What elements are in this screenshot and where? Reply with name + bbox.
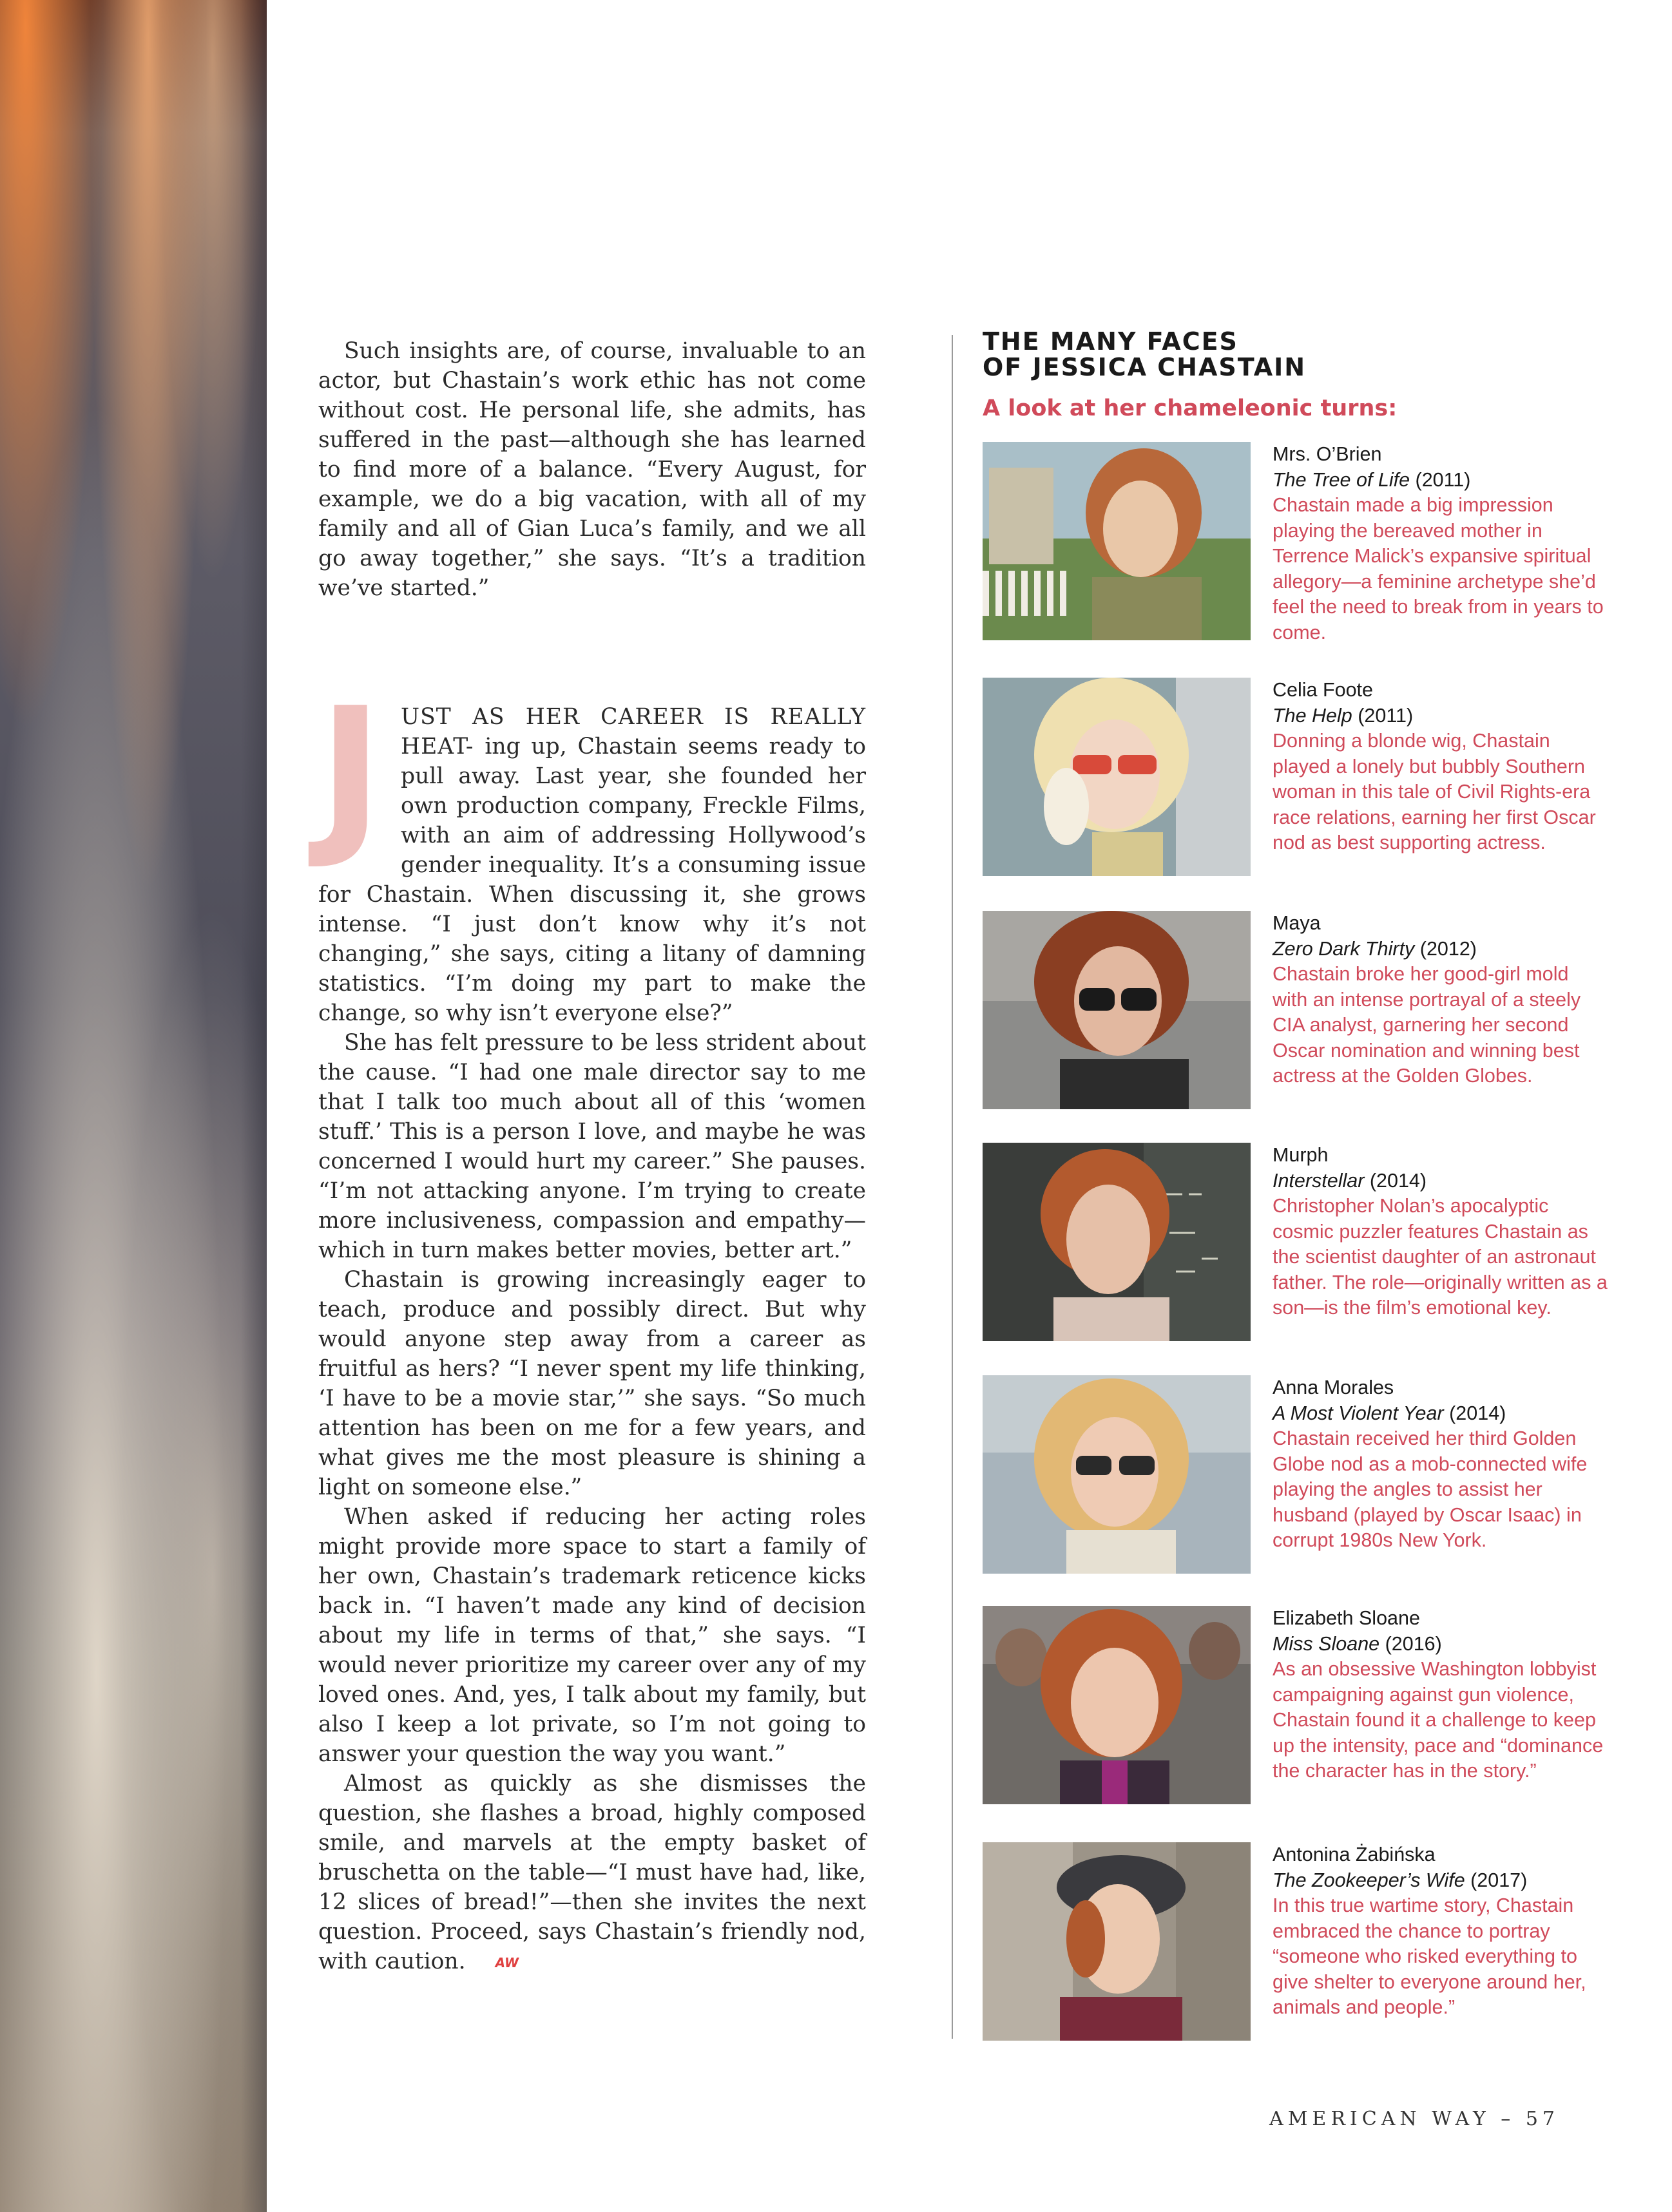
role-photo-a-most-violent-year xyxy=(983,1375,1251,1574)
sidebar-heading-line2: OF JESSICA CHASTAIN xyxy=(983,353,1307,381)
article-paragraph-lead xyxy=(318,670,866,1028)
article-paragraph: Chastain is growing increasingly eager to teach, produce and possibly direct. But why would anyone step away from a career as fruitful as hers? “I never spent my life thinking, ‘I have to be a movie star,’” she says. “So much attention has been on me for a few years, and what gives me the most pleasure is shining a light on someone else.” xyxy=(318,1267,866,1500)
role-info xyxy=(1273,442,1608,645)
role-photo-zero-dark-thirty xyxy=(983,911,1251,1109)
role-character: Antonina Żabińska xyxy=(1273,1844,1436,1865)
lead-paragraph-text: ing up, Chastain seems ready to pull away. Last year, she founded her own production company, Freckle Films, with an aim of addressing Hollywood’s gender inequality. It’s a consuming issue for Chastain. When discussing it, she grows intense. “I just don’t know why it’s not changing,” she says, citing a litany of damning statistics. “I’m doing my part to make the change, so why isn’t everyone else?” xyxy=(318,734,866,1026)
article-paragraph: Such insights are, of course, invaluable to an actor, but Chastain’s work ethic has not come without cost. He personal life, she admits, has suffered in the past—although she has learned to find more of a balance. “Every August, for example, we do a big vacation, with all of my family and all of Gian Luca’s family, and we all go away together,” she says. “It’s a tradition we’ve started.” xyxy=(318,338,866,601)
role-film-year: (2014) xyxy=(1369,1169,1427,1192)
lead-in-caps: UST AS HER CAREER IS REALLY HEAT- xyxy=(401,704,866,759)
role-photo-the-help xyxy=(983,678,1251,876)
role-character: Celia Foote xyxy=(1273,679,1373,701)
role-film-title: The Zookeeper’s Wife xyxy=(1273,1869,1465,1891)
role-character: Murph xyxy=(1273,1144,1329,1166)
role-film xyxy=(1273,703,1608,729)
role-film-year: (2017) xyxy=(1470,1869,1528,1891)
role-film-year: (2014) xyxy=(1449,1402,1506,1424)
photo-edge-shadow xyxy=(241,0,267,2212)
role-description: Christopher Nolan’s apocalyptic cosmic puzzler features Chastain as the scientist daughter of an astronaut father. The role—originally written as a son—is the film’s emotional key. xyxy=(1273,1195,1608,1319)
role-character: Anna Morales xyxy=(1273,1377,1394,1398)
role-film xyxy=(1273,937,1608,962)
role-info xyxy=(1273,1606,1608,1784)
role-description: Donning a blonde wig, Chastain played a lonely but bubbly Southern woman in this tale of Civil Rights-era race relations, earning her first Oscar nod as best supporting actress. xyxy=(1273,730,1596,853)
sidebar-subheading: A look at her chameleonic turns: xyxy=(983,396,1398,421)
role-info xyxy=(1273,911,1608,1089)
role-entry-a-most-violent-year xyxy=(983,1375,1601,1575)
role-film-year: (2016) xyxy=(1385,1632,1442,1655)
role-entry-miss-sloane xyxy=(983,1606,1604,1806)
role-info xyxy=(1273,678,1608,856)
role-film xyxy=(1273,468,1608,493)
article-paragraph xyxy=(318,1769,866,1978)
article-block-main xyxy=(318,670,866,1978)
role-photo-miss-sloane xyxy=(983,1606,1251,1804)
role-description: Chastain made a big impression playing the bereaved mother in Terrence Malick’s expansive spiritual allegory—a feminine archetype she’d feel the need to break from in years to come. xyxy=(1273,494,1604,644)
role-film-year: (2011) xyxy=(1415,468,1471,491)
role-info xyxy=(1273,1375,1608,1554)
role-film xyxy=(1273,1401,1608,1427)
role-entry-interstellar xyxy=(983,1143,1608,1342)
role-film xyxy=(1273,1632,1608,1657)
article-final-text: Almost as quickly as she dismisses the question, she flashes a broad, highly composed smile, and marvels at the empty basket of bruschetta on the table—“I must have had, like, 12 slices of bread!”—then she invites the next question. Proceed, says Chastain’s friendly nod, with caution. xyxy=(318,1771,866,1974)
role-film-title: Miss Sloane xyxy=(1273,1632,1380,1655)
role-description: Chastain broke her good-girl mold with an intense portrayal of a steely CIA analyst, garnering her second Oscar nomination and winning best actress at the Golden Globes. xyxy=(1273,963,1581,1087)
sidebar-heading xyxy=(983,329,1601,380)
role-film-year: (2012) xyxy=(1419,937,1477,960)
role-photo-tree-of-life xyxy=(983,442,1251,640)
article-block-top xyxy=(318,336,866,603)
role-film xyxy=(1273,1168,1608,1194)
article-paragraph: When asked if reducing her acting roles might provide more space to start a family of her own, Chastain’s trademark reticence kicks back in. “I haven’t made any kind of decision about my life in terms of that,” she says. “I would never prioritize my career over any of my loved ones. And, yes, I talk about my family, but also I keep a lot private, so I’m not going to answer your question the way you want.” xyxy=(318,1504,866,1767)
page-folio: AMERICAN WAY – 57 xyxy=(1269,2108,1559,2130)
left-edge-photo xyxy=(0,0,267,2212)
role-photo-interstellar xyxy=(983,1143,1251,1341)
role-film xyxy=(1273,1868,1608,1894)
role-description: As an obsessive Washington lobbyist campaigning against gun violence, Chastain found it a challenge to keep up the intensity, pace and “dominance the character has in the story.” xyxy=(1273,1658,1604,1782)
role-character: Mrs. O’Brien xyxy=(1273,443,1382,465)
role-entry-tree-of-life xyxy=(983,442,1604,644)
role-description: Chastain received her third Golden Globe nod as a mob-connected wife playing the angles to assist her husband (played by Oscar Isaac) in corrupt 1980s New York. xyxy=(1273,1427,1588,1551)
role-film-title: Zero Dark Thirty xyxy=(1273,937,1415,960)
role-entry-zookeepers-wife xyxy=(983,1842,1601,2042)
drop-cap: J xyxy=(318,670,383,873)
article-paragraph: She has felt pressure to be less strident about the cause. “I had one male director say to me that I talk too much about all of this ‘women stuff.’ This is a person I love, and maybe he was concerned I would hurt my career.” She pauses. “I’m not attacking anyone. I’m trying to create more inclusiveness, compassion and empathy—which in turn makes better movies, better art.” xyxy=(318,1030,866,1263)
sidebar-heading-line1: THE MANY FACES xyxy=(983,327,1238,356)
role-character: Maya xyxy=(1273,912,1321,934)
role-description: In this true wartime story, Chastain embraced the chance to portray “someone who risked everything to give shelter to everyone around her, animals and people.” xyxy=(1273,1894,1586,2018)
role-character: Elizabeth Sloane xyxy=(1273,1607,1420,1629)
role-film-title: The Help xyxy=(1273,704,1352,727)
column-divider xyxy=(952,335,953,2039)
role-entry-zero-dark-thirty xyxy=(983,911,1601,1111)
role-film-title: The Tree of Life xyxy=(1273,468,1410,491)
role-film-title: Interstellar xyxy=(1273,1169,1365,1192)
role-entry-the-help xyxy=(983,678,1601,877)
role-film-year: (2011) xyxy=(1358,704,1414,727)
role-info xyxy=(1273,1842,1608,2021)
end-mark-logo: AW xyxy=(495,1955,519,1970)
role-info xyxy=(1273,1143,1608,1321)
role-film-title: A Most Violent Year xyxy=(1273,1402,1444,1424)
role-photo-zookeepers-wife xyxy=(983,1842,1251,2041)
